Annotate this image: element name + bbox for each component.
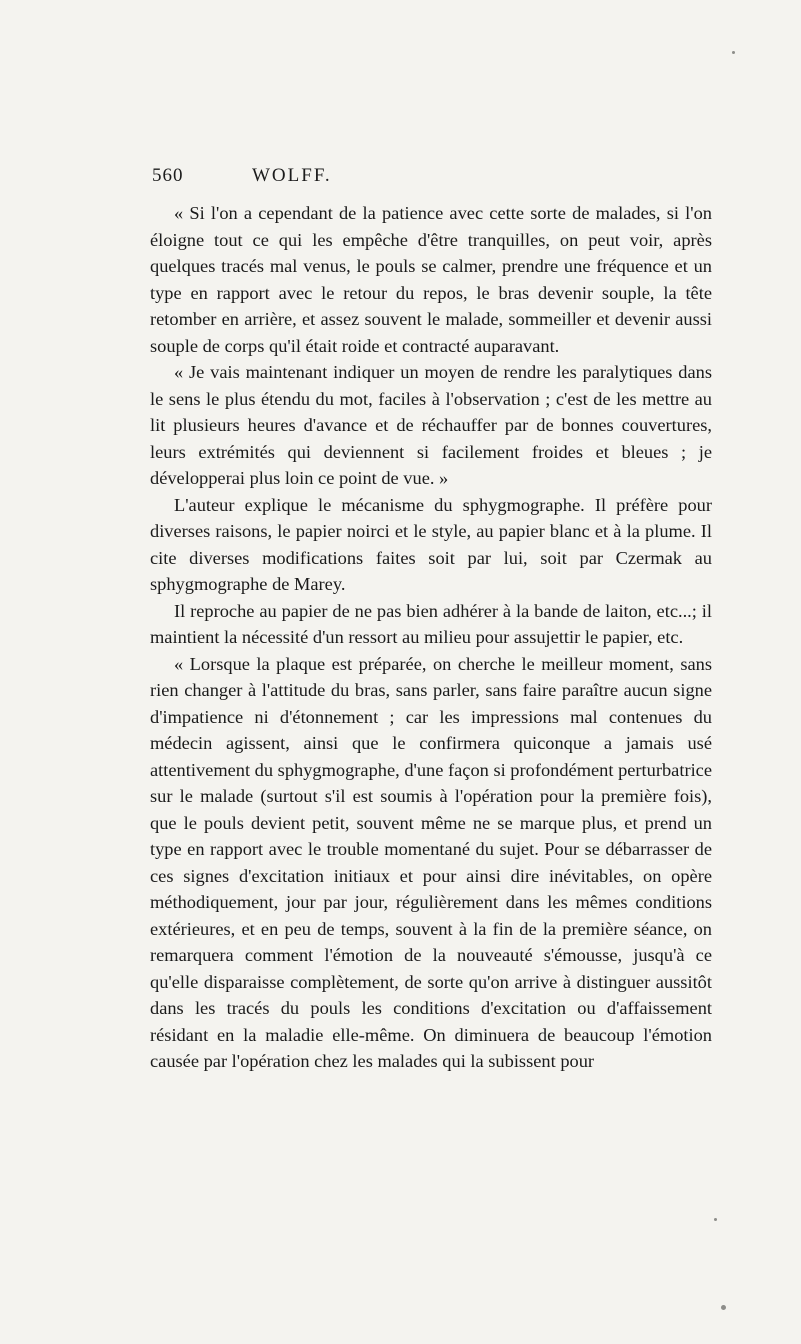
- scan-speck: [721, 1305, 726, 1310]
- paragraph-4: Il reproche au papier de ne pas bien adhérer à la bande de laiton, etc...; il maintient la nécessité d'un ressort au milieu pour assujettir le papier, etc.: [150, 600, 712, 647]
- scan-speck: [714, 1218, 717, 1221]
- page-header: [152, 165, 712, 195]
- page-number: 560: [152, 165, 184, 186]
- paragraph-3: L'auteur explique le mécanisme du sphygmographe. Il préfère pour diverses raisons, le papier noirci et le style, au papier blanc et à la plume. Il cite diverses modifications faites soit par lui, soit par Czermak au sphygmographe de Marey.: [150, 494, 712, 594]
- paragraph-2: « Je vais maintenant indiquer un moyen de rendre les paralytiques dans le sens le plus étendu du mot, faciles à l'observation ; c'est de les mettre au lit plusieurs heures d'avance et de réchauffer par de bonnes couvertures, leurs extrémités qui deviennent si facilement froides et bleues ; je développerai plus loin ce point de vue. »: [150, 362, 712, 488]
- scan-speck: [732, 51, 735, 54]
- running-head: WOLFF.: [252, 165, 332, 186]
- paragraph-5: « Lorsque la plaque est préparée, on cherche le meilleur moment, sans rien changer à l'attitude du bras, sans parler, sans faire paraître aucun signe d'impatience ni d'étonnement ; car les impressions mal contenues du médecin agissent, ainsi que le confirmera quiconque a jamais usé attentivement du sphygmographe, d'une façon si profondément perturbatrice sur le malade (surtout s'il est soumis à l'opération pour la première fois), que le pouls devient petit, souvent même ne se marque plus, et prend un type en rapport avec le trouble momentané du sujet. Pour se débarrasser de ces signes d'excitation initiaux et pour ainsi dire inévitables, on opère méthodiquement, jour par jour, régulièrement dans les mêmes conditions extérieures, et en peu de temps, souvent à la fin de la première séance, on remarquera comment l'émotion de la nouveauté s'émousse, jusqu'à ce qu'elle disparaisse complètement, de sorte qu'on arrive à distinguer aussitôt dans les tracés du pouls les conditions d'excitation ou d'affaissement résidant en la maladie elle-même. On diminuera de beaucoup l'émotion causée par l'opération chez les malades qui la subissent pour: [150, 653, 713, 1071]
- body-text: [150, 200, 712, 1075]
- paragraph-1: « Si l'on a cependant de la patience avec cette sorte de malades, si l'on éloigne tout ce qui les empêche d'être tranquilles, on peut voir, après quelques tracés mal venus, le pouls se calmer, prendre une fréquence et un type en rapport avec le retour du repos, le bras devenir souple, la tête retomber en arrière, et assez souvent le malade, sommeiller et devenir aussi souple de corps qu'il était roide et contracté auparavant.: [150, 203, 712, 356]
